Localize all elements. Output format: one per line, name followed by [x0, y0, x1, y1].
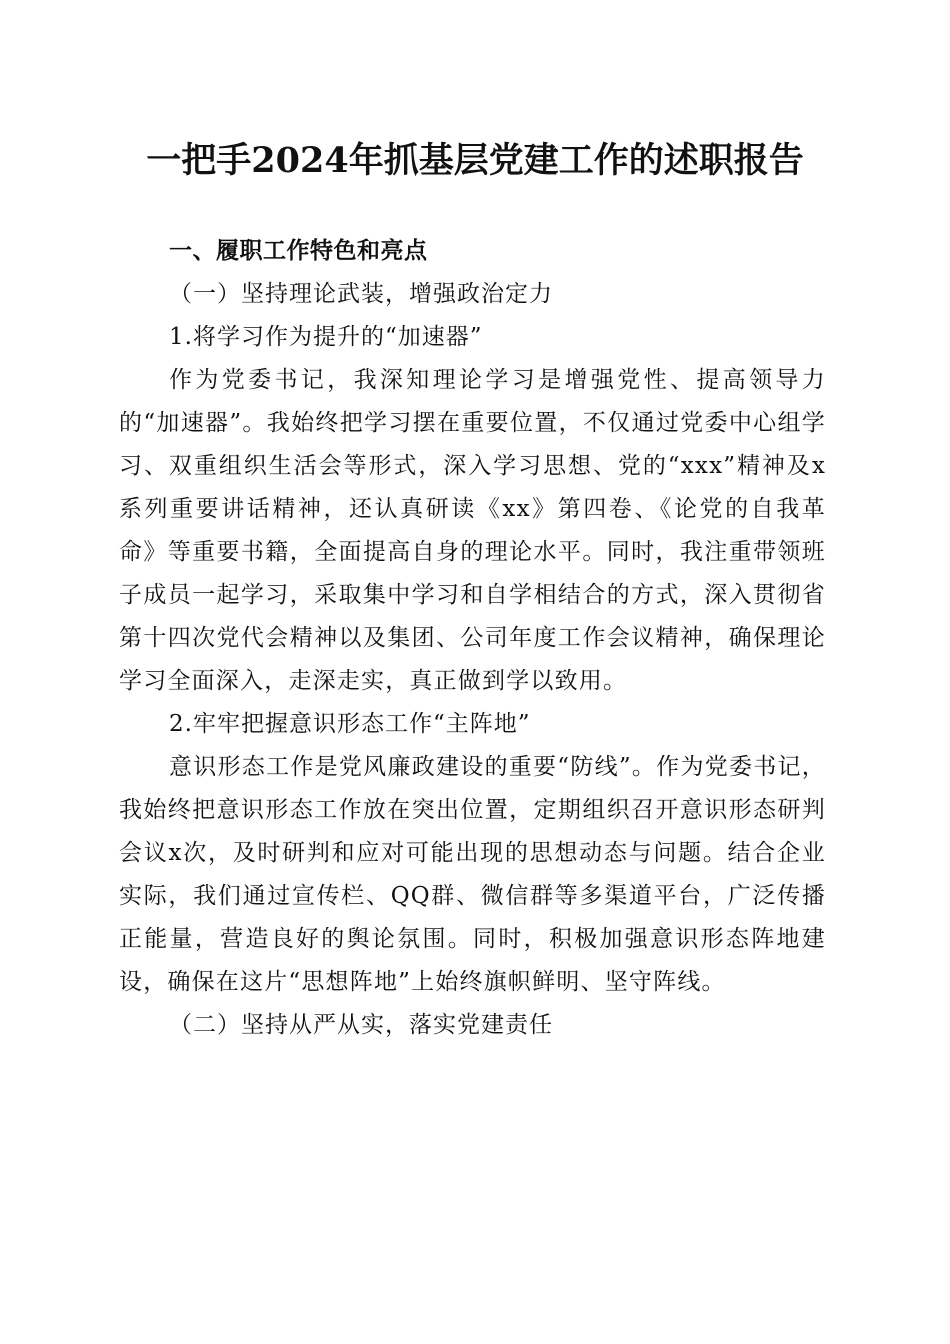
document-title: 一把手2024年抓基层党建工作的述职报告: [146, 140, 804, 181]
item-heading-2: 2.牢牢把握意识形态工作“主阵地”: [169, 711, 531, 737]
subsection-heading-2: （二）坚持从严从实，落实党建责任: [169, 1012, 553, 1038]
subsection-heading-1: （一）坚持理论武装，增强政治定力: [169, 281, 553, 307]
section-heading-1: 一、履职工作特色和亮点: [169, 238, 428, 264]
paragraph-study: 作为党委书记，我深知理论学习是增强党性、提高领导力的“加速器”。我始终把学习摆在重要位置，不仅通过党委中心组学习、双重组织生活会等形式，深入学习思想、党的“xxx”精神及x系列重要讲话精神，还认真研读《xx》第四卷、《论党的自我革命》等重要书籍，全面提高自身的理论水平。同时，我注重带领班子成员一起学习，采取集中学习和自学相结合的方式，深入贯彻省第十四次党代会精神以及集团、公司年度工作会议精神，确保理论学习全面深入，走深走实，真正做到学以致用。: [119, 367, 826, 694]
item-heading-1: 1.将学习作为提升的“加速器”: [169, 324, 483, 350]
paragraph-ideology: 意识形态工作是党风廉政建设的重要“防线”。作为党委书记，我始终把意识形态工作放在突出位置，定期组织召开意识形态研判会议x次，及时研判和应对可能出现的思想动态与问题。结合企业实际，我们通过宣传栏、QQ群、微信群等多渠道平台，广泛传播正能量，营造良好的舆论氛围。同时，积极加强意识形态阵地建设，确保在这片“思想阵地”上始终旗帜鲜明、坚守阵线。: [119, 754, 826, 995]
document-body: [119, 230, 826, 1047]
